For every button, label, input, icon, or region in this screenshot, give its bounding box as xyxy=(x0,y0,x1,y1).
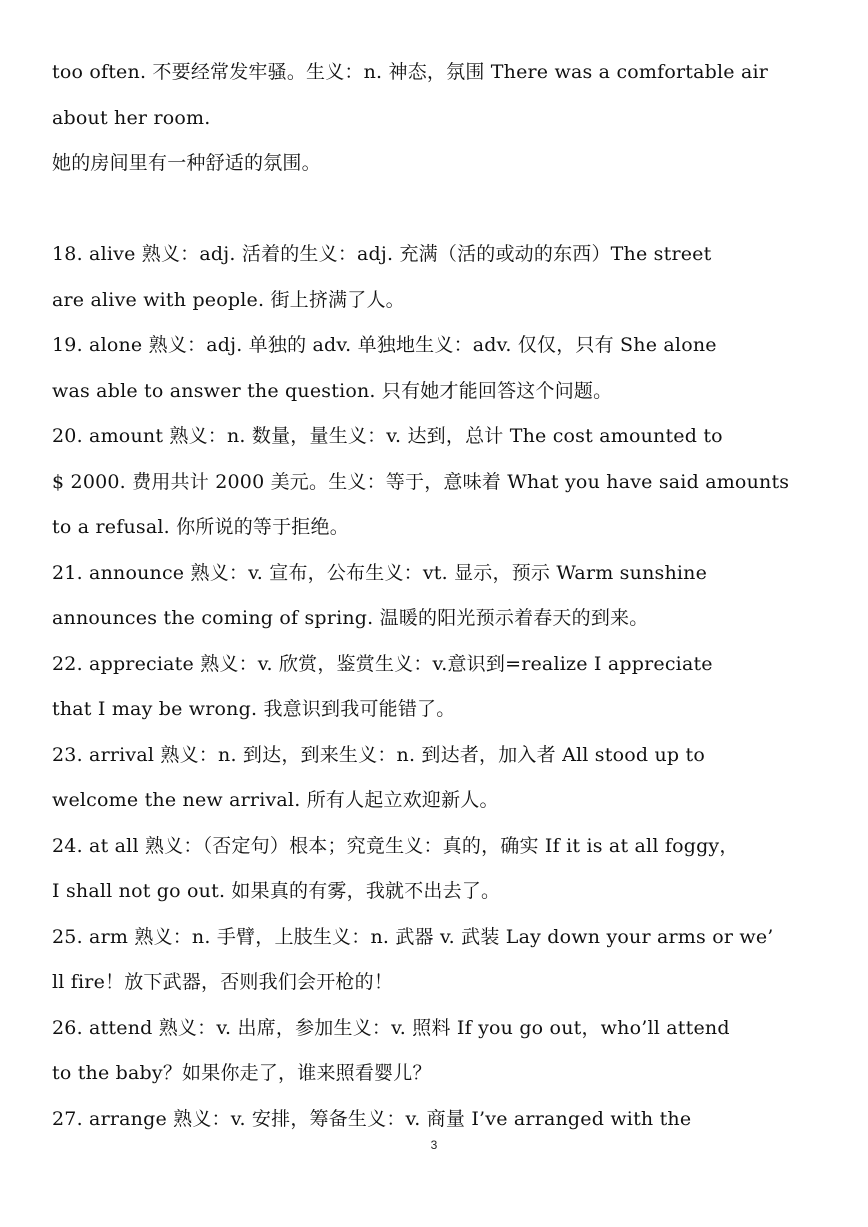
entry-18-line-2: are alive with people. 街上挤满了人。 xyxy=(52,288,405,311)
entry-22-line-1: 22. appreciate 熟义：v. 欣赏，鉴赏生义：v.意识到=realize I appreciate xyxy=(52,652,713,675)
entry-18-line-1: 18. alive 熟义：adj. 活着的生义：adj. 充满（活的或动的东西）The street xyxy=(52,243,712,265)
entry-20-line-3: to a refusal. 你所说的等于拒绝。 xyxy=(52,516,349,538)
entry-24-line-1: 24. at all 熟义：（否定句）根本；究竟生义：真的，确实 If it is at all foggy， xyxy=(52,834,739,857)
entry-21-line-2: announces the coming of spring. 温暖的阳光预示着春天的到来。 xyxy=(52,607,649,629)
entry-26-line-2: to the baby？如果你走了，谁来照看婴儿？ xyxy=(52,1062,432,1084)
entry-19-line-2: was able to answer the question. 只有她才能回答这个问题。 xyxy=(52,379,613,402)
entry-24-line-2: I shall not go out. 如果真的有雾，我就不出去了。 xyxy=(52,880,501,902)
entry-23-line-1: 23. arrival 熟义：n. 到达，到来生义：n. 到达者，加入者 All stood up to xyxy=(52,743,705,766)
text-line: 她的房间里有一种舒适的氛围。 xyxy=(52,152,321,174)
entry-25-line-2: ll fire！放下武器，否则我们会开枪的！ xyxy=(52,971,394,993)
entry-19-line-1: 19. alone 熟义：adj. 单独的 adv. 单独地生义：adv. 仅仅，只有 She alone xyxy=(52,334,717,356)
entry-21-line-1: 21. announce 熟义：v. 宣布，公布生义：vt. 显示，预示 Warm sunshine xyxy=(52,561,708,584)
blank-line xyxy=(52,187,820,233)
entry-27-line-1: 27. arrange 熟义：v. 安排，筹备生义：v. 商量 I’ve arranged with the xyxy=(52,1107,692,1130)
text-line: too often. 不要经常发牢骚。生义：n. 神态，氛围 There was a comfortable air xyxy=(52,61,769,83)
entry-23-line-2: welcome the new arrival. 所有人起立欢迎新人。 xyxy=(52,789,499,811)
entry-26-line-1: 26. attend 熟义：v. 出席，参加生义：v. 照料 If you go out，who’ll attend xyxy=(52,1016,730,1039)
document-body xyxy=(52,50,820,1142)
page-number: 3 xyxy=(430,1138,438,1152)
entry-20-line-2: $ 2000. 费用共计 2000 美元。生义：等于，意味着 What you have said amounts xyxy=(52,470,790,493)
entry-20-line-1: 20. amount 熟义：n. 数量，量生义：v. 达到，总计 The cost amounted to xyxy=(52,425,723,447)
entry-22-line-2: that I may be wrong. 我意识到我可能错了。 xyxy=(52,698,456,720)
entry-25-line-1: 25. arm 熟义：n. 手臂，上肢生义：n. 武器 v. 武装 Lay down your arms or we’ xyxy=(52,925,774,948)
text-line: about her room. xyxy=(52,106,211,129)
